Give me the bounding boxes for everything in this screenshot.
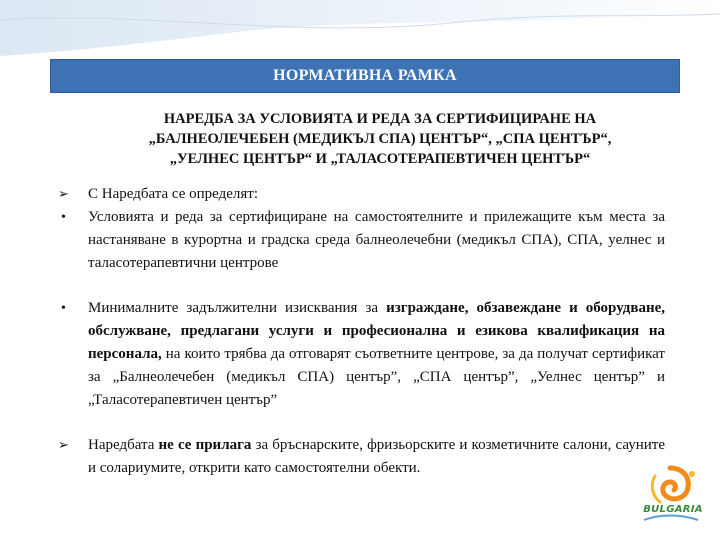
intro-item	[50, 183, 665, 206]
item-1-text: Условията и реда за сертифициране на самостоятелните и прилежащите към места за настаняване в курортна и градска среда балнеолечебни (медикъл СПА), СПА, уелнес и таласотерапевтични центрове	[88, 209, 665, 271]
content-body	[50, 183, 665, 480]
item-3-text	[88, 434, 665, 480]
bulgaria-logo	[630, 462, 710, 530]
intro-text: С Наредбата се определят:	[88, 186, 259, 202]
item-3-part-1: Наредбата	[88, 437, 159, 453]
item-2-part-2: на които трябва да отговарят съответните центрове, за да получат сертификат за „Балнеолечебен (медикъл СПА) център”, „СПА център”, „Уелнес център” и „Таласотерапевтичен център”	[88, 346, 665, 408]
heading-line-2: „БАЛНЕОЛЕЧЕБЕН (МЕДИКЪЛ СПА) ЦЕНТЪР“, „СПА ЦЕНТЪР“,	[148, 131, 612, 147]
arrow-bullet-icon: ➢	[58, 187, 69, 202]
list-item	[50, 206, 665, 275]
list-item	[50, 297, 665, 412]
item-2-text	[88, 297, 665, 412]
heading-line-3: „УЕЛНЕС ЦЕНТЪР“ И „ТАЛАСОТЕРАПЕВТИЧЕН ЦЕНТЪР“	[169, 151, 591, 167]
page-title: НОРМАТИВНА РАМКА	[273, 67, 457, 84]
logo-text: BULGARIA	[643, 504, 703, 515]
arrow-bullet-icon: ➢	[58, 438, 69, 453]
title-bar	[50, 59, 680, 93]
dot-bullet-icon: •	[61, 210, 66, 225]
heading-line-1: НАРЕДБА ЗА УСЛОВИЯТА И РЕДА ЗА СЕРТИФИЦИРАНЕ НА	[163, 111, 597, 127]
item-3-part-2: за бръснарските, фризьорските и козметичните салони, сауните и солариумите, открити като самостоятелни обекти.	[88, 437, 666, 476]
item-3-bold: не се прилага	[158, 437, 252, 453]
item-2-bold: изграждане, обзавеждане и оборудване, обслужване, предлагани услуги и професионална и езикова квалификация на персонала,	[88, 300, 665, 362]
dot-bullet-icon: •	[61, 301, 66, 316]
item-2-part-1: Минималните задължителни изисквания за	[88, 300, 387, 316]
regulation-heading	[80, 109, 680, 169]
sun-logo-icon	[630, 462, 710, 530]
exclusion-item	[50, 434, 665, 480]
